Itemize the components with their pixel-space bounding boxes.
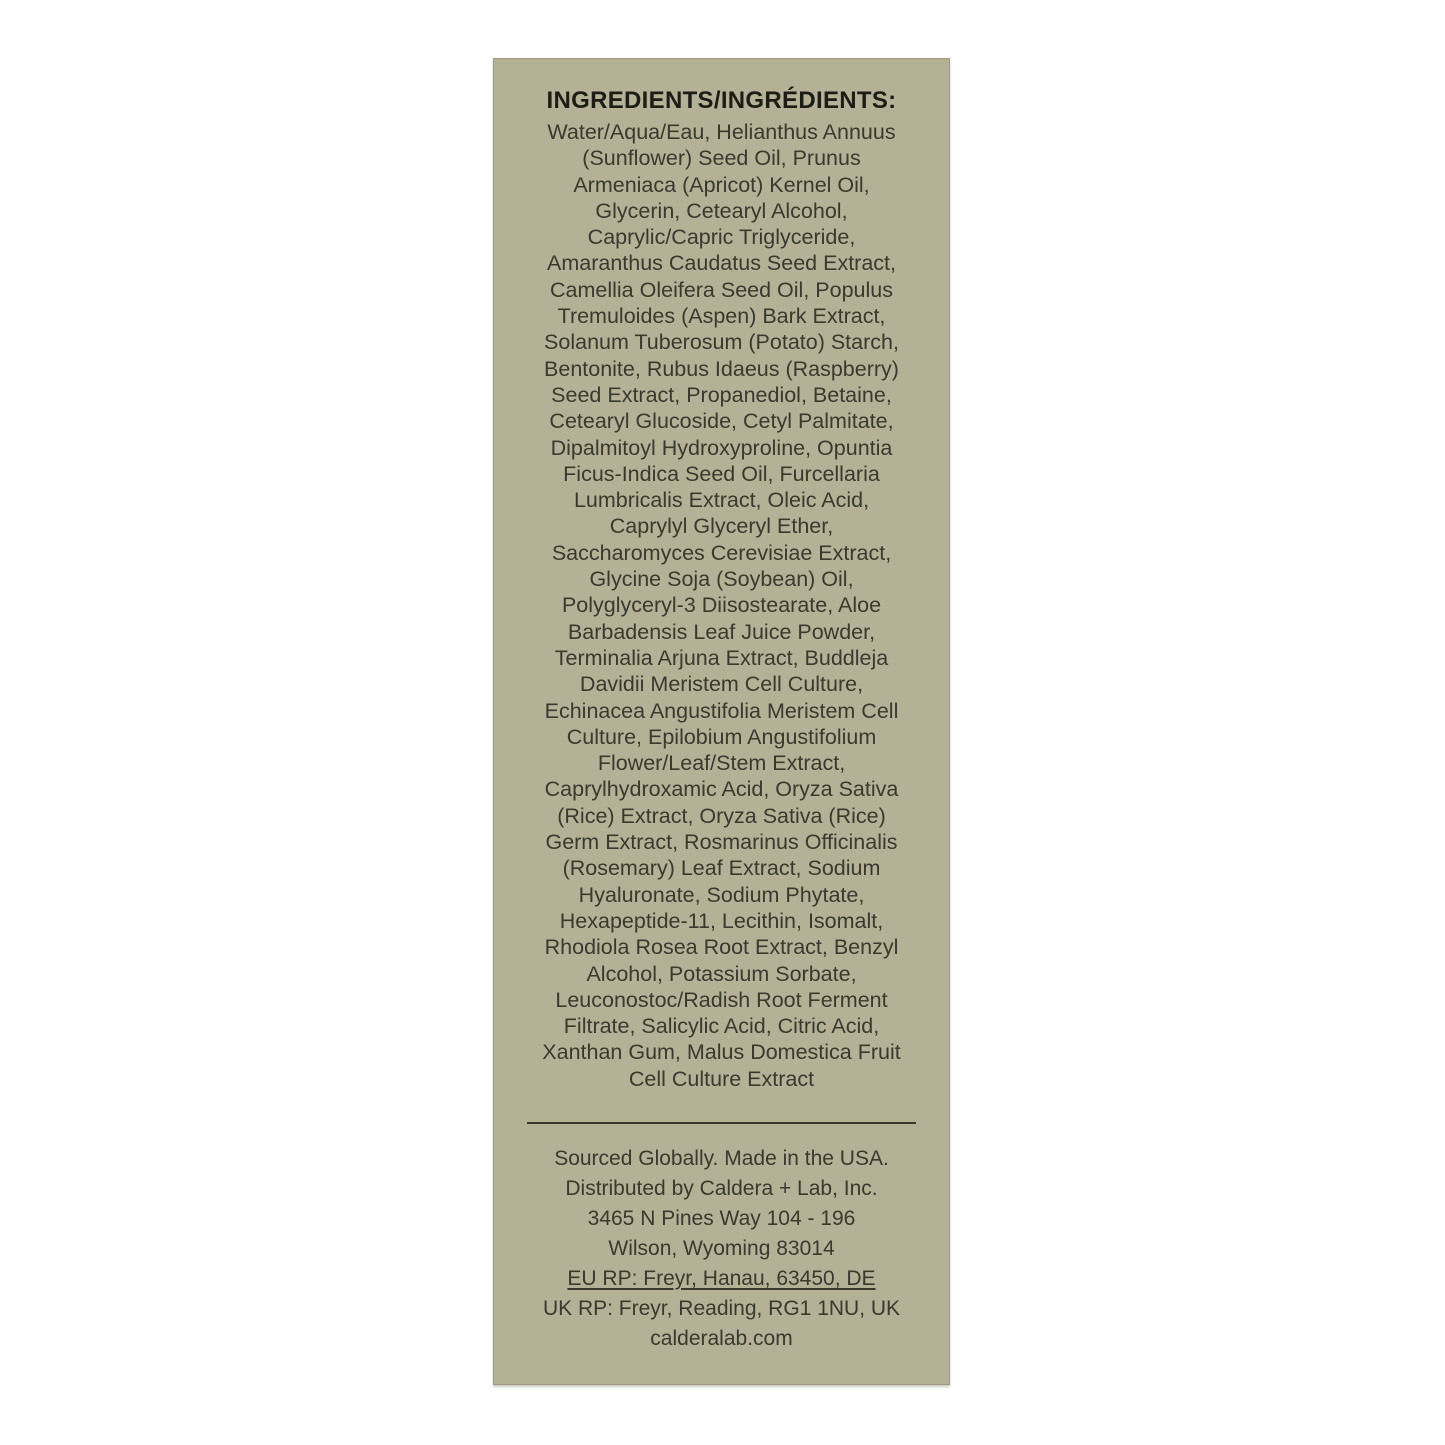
ingredient-line: Rhodiola Rosea Root Extract, Benzyl xyxy=(544,935,899,960)
ingredients-list xyxy=(494,119,949,1092)
ingredient-line: Armeniaca (Apricot) Kernel Oil, xyxy=(573,172,870,197)
ingredient-line: (Rosemary) Leaf Extract, Sodium xyxy=(562,856,881,881)
ingredient-line: Leuconostoc/Radish Root Ferment xyxy=(555,987,888,1012)
ingredient-line: Saccharomyces Cerevisiae Extract, xyxy=(551,540,892,565)
ingredient-line: Seed Extract, Propanediol, Betaine, xyxy=(551,382,892,407)
ingredient-line: Solanum Tuberosum (Potato) Starch, xyxy=(544,330,899,355)
distributor-info xyxy=(494,1144,949,1354)
ingredient-line: Barbadensis Leaf Juice Powder, xyxy=(567,619,876,644)
footer-line: calderalab.com xyxy=(650,1326,793,1350)
ingredient-line: Cetearyl Glucoside, Cetyl Palmitate, xyxy=(549,409,894,434)
footer-line: UK RP: Freyr, Reading, RG1 1NU, UK xyxy=(542,1296,901,1320)
ingredient-line: Alcohol, Potassium Sorbate, xyxy=(586,961,857,986)
ingredient-line: Echinacea Angustifolia Meristem Cell xyxy=(544,698,899,723)
ingredient-line: (Sunflower) Seed Oil, Prunus xyxy=(582,146,861,171)
ingredient-line: Germ Extract, Rosmarinus Officinalis xyxy=(545,830,898,855)
divider-rule xyxy=(527,1122,916,1124)
ingredient-line: (Rice) Extract, Oryza Sativa (Rice) xyxy=(557,803,886,828)
ingredient-line: Terminalia Arjuna Extract, Buddleja xyxy=(554,645,889,670)
ingredient-line: Bentonite, Rubus Idaeus (Raspberry) xyxy=(544,356,899,381)
ingredient-line: Glycine Soja (Soybean) Oil, xyxy=(589,567,854,592)
ingredient-line: Glycerin, Cetearyl Alcohol, xyxy=(595,198,848,223)
ingredient-line: Caprylyl Glyceryl Ether, xyxy=(609,514,834,539)
footer-line: Wilson, Wyoming 83014 xyxy=(608,1236,835,1260)
ingredient-line: Polyglyceryl-3 Diisostearate, Aloe xyxy=(561,593,882,618)
ingredient-line: Culture, Epilobium Angustifolium xyxy=(566,724,877,749)
ingredient-line: Amaranthus Caudatus Seed Extract, xyxy=(547,251,896,276)
ingredient-line: Ficus-Indica Seed Oil, Furcellaria xyxy=(563,461,880,486)
ingredient-line: Camellia Oleifera Seed Oil, Populus xyxy=(550,277,893,302)
ingredient-line: Water/Aqua/Eau, Helianthus Annuus xyxy=(547,120,896,144)
ingredient-line: Hyaluronate, Sodium Phytate, xyxy=(578,882,865,907)
ingredient-line: Davidii Meristem Cell Culture, xyxy=(579,672,864,697)
ingredient-line: Flower/Leaf/Stem Extract, xyxy=(597,751,846,776)
ingredient-line: Xanthan Gum, Malus Domestica Fruit xyxy=(542,1040,901,1065)
footer-line: 3465 N Pines Way 104 - 196 xyxy=(587,1206,856,1230)
ingredient-line: Tremuloides (Aspen) Bark Extract, xyxy=(557,304,886,329)
ingredient-line: Lumbricalis Extract, Oleic Acid, xyxy=(573,488,870,513)
ingredient-line: Dipalmitoyl Hydroxyproline, Opuntia xyxy=(550,435,893,460)
ingredient-line: Cell Culture Extract xyxy=(628,1066,815,1091)
footer-line: Sourced Globally. Made in the USA. xyxy=(554,1146,889,1170)
footer-line: Distributed by Caldera + Lab, Inc. xyxy=(565,1176,878,1200)
ingredients-label-panel xyxy=(493,58,950,1385)
ingredients-heading: INGREDIENTS/INGRÉDIENTS: xyxy=(546,87,897,114)
ingredient-line: Caprylic/Capric Triglyceride, xyxy=(587,225,856,250)
ingredient-line: Caprylhydroxamic Acid, Oryza Sativa xyxy=(544,777,899,802)
ingredient-line: Hexapeptide-11, Lecithin, Isomalt, xyxy=(559,908,884,933)
footer-line: EU RP: Freyr, Hanau, 63450, DE xyxy=(567,1266,876,1290)
ingredient-line: Filtrate, Salicylic Acid, Citric Acid, xyxy=(563,1014,880,1039)
